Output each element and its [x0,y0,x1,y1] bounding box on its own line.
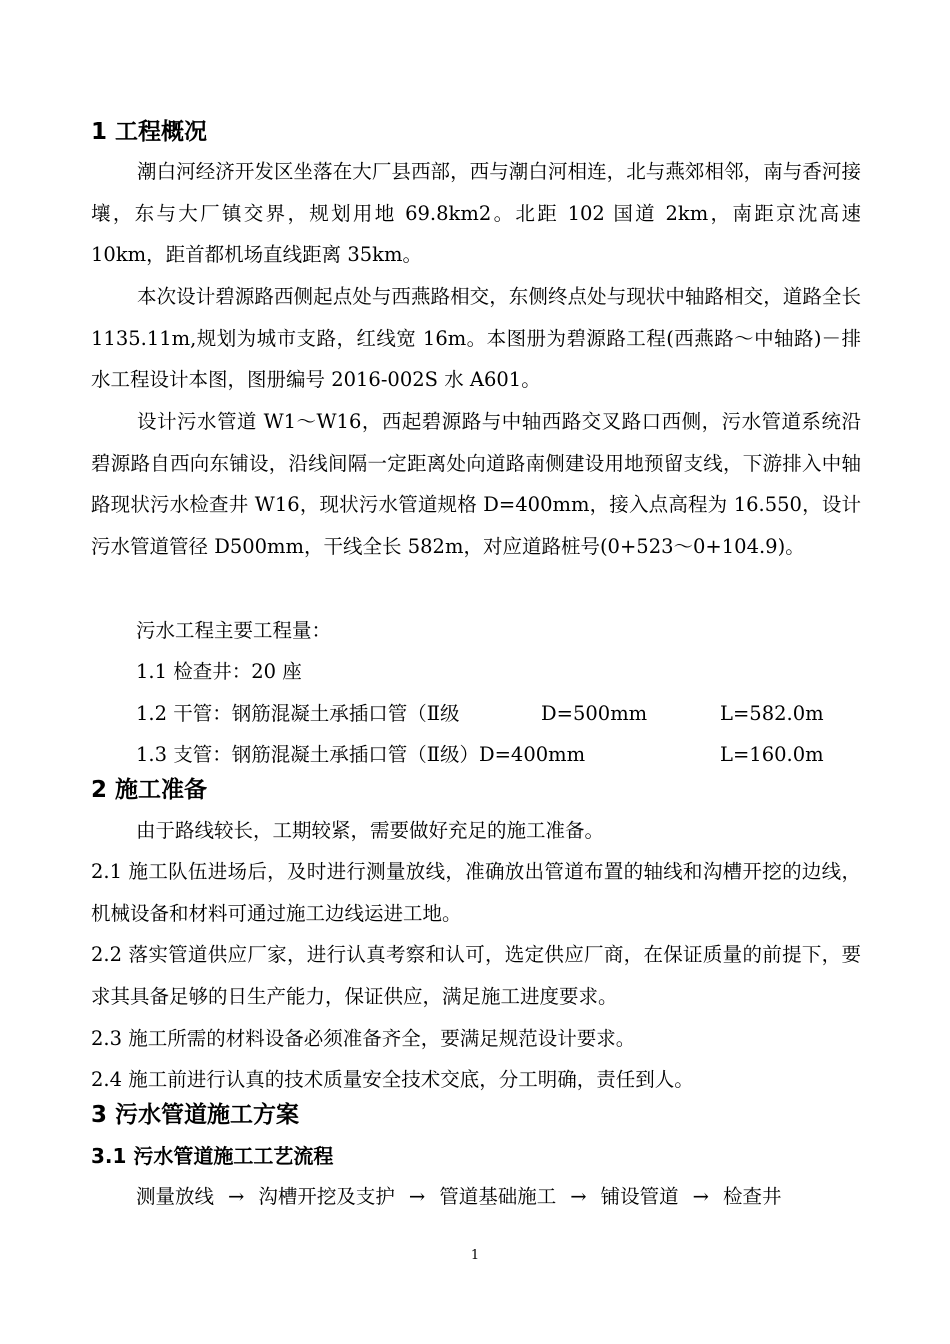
quantities-title: 污水工程主要工程量： [136,619,332,642]
section-1-paragraph-1: 潮白河经济开发区坐落在大厂县西部，西与潮白河相连，北与燕郊相邻，南与香河接壤，东与大厂镇交界，规划用地 69.8km2。北距 102 国道 2km，南距京沈高速 10km，距首都机场直线距离 35km。 [91,160,861,266]
section-3-1-heading: 3.1 污水管道施工工艺流程 [91,1144,334,1168]
flow-arrow-icon: → [408,1185,426,1208]
flow-step-2: 沟槽开挖及支护 [258,1185,395,1208]
quantity-item-3-length: L=160.0m [720,743,824,766]
flow-step-4: 铺设管道 [600,1185,679,1208]
flow-arrow-icon: → [692,1185,709,1208]
section-3-heading: 3 污水管道施工方案 [91,1102,300,1128]
process-flow [136,1183,781,1211]
section-2-item-1: 2.1 施工队伍进场后，及时进行测量放线，准确放出管道布置的轴线和沟槽开挖的边线，机械设备和材料可通过施工边线运进工地。 [91,860,861,925]
quantity-item-1: 1.1 检查井：20 座 [136,660,302,683]
section-1-paragraph-3: 设计污水管道 W1～W16，西起碧源路与中轴西路交叉路口西侧，污水管道系统沿碧源路自西向东铺设，沿线间隔一定距离处向道路南侧建设用地预留支线，下游排入中轴路现状污水检查井 W16，现状污水管道规格 D=400mm，接入点高程为 16.550，设计污水管道管径 D500mm，干线全长 582m，对应道路桩号(0+523～0+104.9)。 [91,410,861,558]
flow-step-1: 测量放线 [136,1185,215,1208]
page-number: 1 [470,1248,480,1263]
section-1-heading: 1 工程概况 [91,119,208,145]
section-2-item-4: 2.4 施工前进行认真的技术质量安全技术交底，分工明确，责任到人。 [91,1068,694,1091]
flow-arrow-icon: → [570,1185,587,1208]
flow-step-5: 检查井 [722,1185,782,1208]
quantity-item-2-label: 1.2 干管：钢筋混凝土承插口管（Ⅱ级 [136,702,460,725]
section-2-item-2: 2.2 落实管道供应厂家，进行认真考察和认可，选定供应厂商，在保证质量的前提下，要求其具备足够的日生产能力，保证供应，满足施工进度要求。 [91,943,861,1008]
quantity-item-3-label: 1.3 支管：钢筋混凝土承插口管（Ⅱ级）D=400mm [136,743,586,766]
section-2-heading: 2 施工准备 [91,777,208,803]
quantity-item-2-length: L=582.0m [720,702,824,725]
section-1-paragraph-2: 本次设计碧源路西侧起点处与西燕路相交，东侧终点处与现状中轴路相交，道路全长 1135.11m,规划为城市支路，红线宽 16m。本图册为碧源路工程(西燕路～中轴路)－排水工程设计本图，图册编号 2016-002S 水 A601。 [91,285,861,391]
flow-step-3: 管道基础施工 [439,1185,557,1208]
section-2-item-3: 2.3 施工所需的材料设备必须准备齐全，要满足规范设计要求。 [91,1027,636,1050]
section-2-intro: 由于路线较长，工期较紧，需要做好充足的施工准备。 [136,819,605,842]
quantity-item-2-diameter: D=500mm [541,702,648,725]
flow-arrow-icon: → [228,1185,245,1208]
